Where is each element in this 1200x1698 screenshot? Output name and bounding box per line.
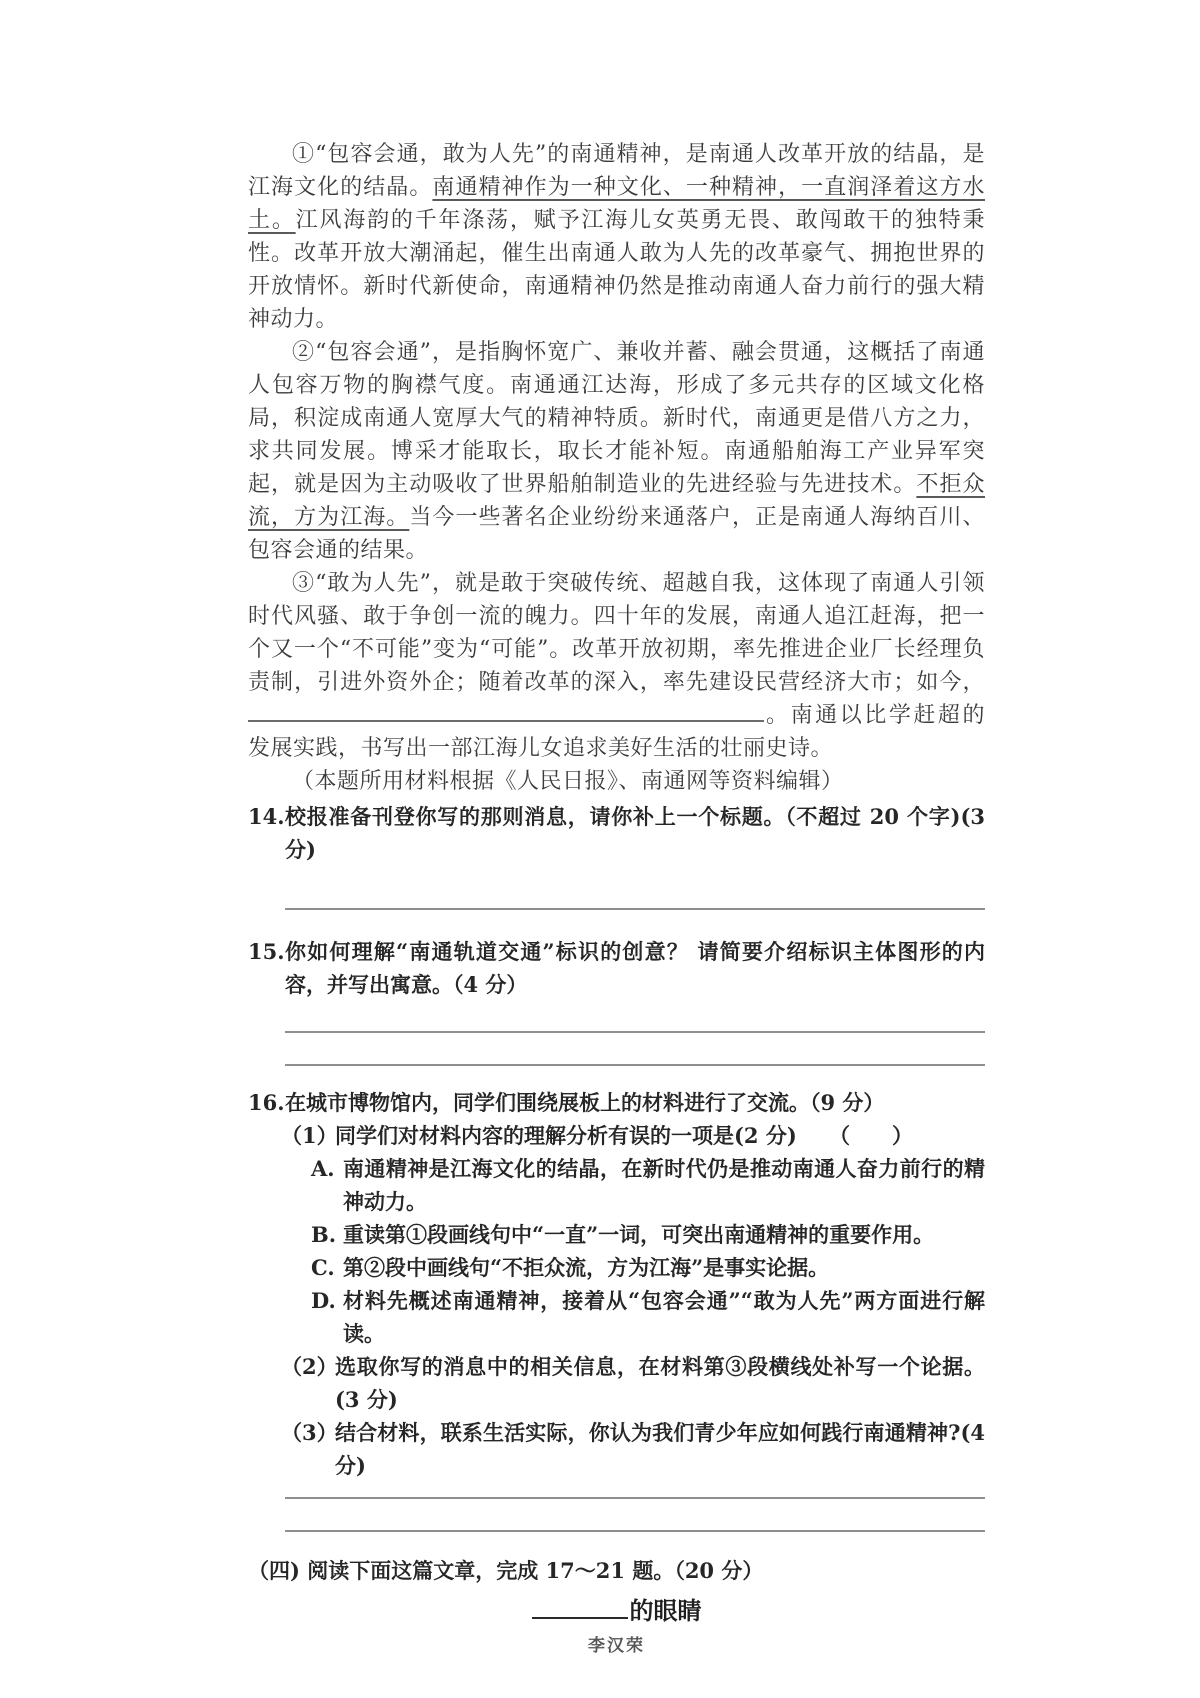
choice-answer-bracket: （ ） — [829, 1123, 913, 1148]
question-16-sub3-text: 结合材料，联系生活实际，你认为我们青少年应如何践行南通精神?(4 分) — [335, 1420, 985, 1478]
option-d — [248, 1284, 985, 1350]
question-14-text: 校报准备刊登你写的那则消息，请你补上一个标题。（不超过 20 个字)(3 分) — [285, 804, 985, 862]
spacer — [248, 910, 985, 935]
option-a — [248, 1152, 985, 1218]
paragraph-2-text-cont: 当今一些著名企业纷纷来通落户，正是南通人海纳百川、包容会通的结果。 — [248, 505, 985, 563]
question-16-sub3 — [248, 1416, 985, 1482]
answer-line-q15-1 — [285, 1031, 985, 1033]
option-b — [248, 1218, 985, 1251]
paragraph-1-text-cont: 江风海韵的千年涤荡，赋予江海儿女英勇无畏、敢闯敢干的独特秉性。改革开放大潮涌起，催生出南通人敢为人先的改革豪气、拥抱世界的开放情怀。新时代新使命，南通精神仍然是推动南通人奋力前行的强大精神动力。 — [248, 208, 985, 332]
option-a-text: 南通精神是江海文化的结晶，在新时代仍是推动南通人奋力前行的精神动力。 — [343, 1156, 985, 1214]
option-d-label: D. — [311, 1288, 336, 1313]
article-title-text: 的眼睛 — [629, 1596, 702, 1625]
question-16-sub3-number: （3） — [281, 1420, 338, 1445]
option-d-text: 材料先概述南通精神，接着从“包容会通”“敢为人先”两方面进行解读。 — [343, 1288, 985, 1346]
option-b-text: 重读第①段画线句中“一直”一词，可突出南通精神的重要作用。 — [343, 1222, 935, 1247]
paragraph-1-underlined-sentence: 南通精神作为一种文化、一种精神，一直润泽着这方水土。 — [248, 175, 985, 233]
question-16-sub1 — [248, 1119, 985, 1152]
fill-in-blank-line-2 — [344, 700, 764, 722]
question-section — [248, 800, 985, 1661]
title-blank-line — [532, 1597, 628, 1619]
section-four-heading: （四) 阅读下面这篇文章，完成 17～21 题。（20 分） — [248, 1558, 764, 1583]
question-16-sub1-number: （1） — [281, 1123, 338, 1148]
option-c-text: 第②段中画线句“不拒众流，方为江海”是事实论据。 — [343, 1255, 830, 1280]
question-14-number: 14. — [248, 804, 285, 829]
answer-line-q16-1 — [285, 1497, 985, 1499]
paragraph-2-text: ②“包容会通”，是指胸怀宽广、兼收并蓄、融会贯通，这概括了南通人包容万物的胸襟气度。南通通江达海，形成了多元共存的区域文化格局，积淀成南通人宽厚大气的精神特质。新时代，南通更是借八方之力，求共同发展。博采才能取长，取长才能补短。南通船舶海工产业异军突起，就是因为主动吸收了世界船舶制造业的先进经验与先进技术。 — [248, 340, 985, 497]
option-a-label: A. — [311, 1156, 335, 1181]
question-16-text: 在城市博物馆内，同学们围绕展板上的材料进行了交流。（9 分） — [285, 1090, 885, 1115]
question-16 — [248, 1086, 985, 1119]
option-c — [248, 1251, 985, 1284]
question-15 — [248, 935, 985, 1001]
source-note: （本题所用材料根据《人民日报》、南通网等资料编辑） — [292, 769, 844, 794]
question-16-sub2-number: （2） — [281, 1354, 338, 1379]
question-14 — [248, 800, 985, 866]
reading-material — [248, 138, 985, 798]
question-15-number: 15. — [248, 939, 285, 964]
option-b-label: B. — [311, 1222, 337, 1247]
spacer — [248, 1532, 985, 1554]
paragraph-3-text: ③“敢为人先”，就是敢于突破传统、超越自我，这体现了南通人引领时代风骚、敢于争创一流的魄力。四十年的发展，南通人追江赶海，把一个又一个“不可能”变为“可能”。改革开放初期，率先推进企业厂长经理负责制，引进外资外企；随着改革的深入，率先建设民营经济大市；如今， — [248, 571, 985, 695]
paragraph-2-underlined-sentence: 不拒众流，方为江海。 — [248, 472, 985, 530]
question-16-sub2-text: 选取你写的消息中的相关信息，在材料第③段横线处补写一个论据。(3 分) — [335, 1354, 985, 1412]
exam-page — [248, 0, 985, 1661]
question-16-sub2 — [248, 1350, 985, 1416]
question-16-number: 16. — [248, 1090, 285, 1115]
article-title — [248, 1593, 985, 1629]
question-16-sub1-text: 同学们对材料内容的理解分析有误的一项是(2 分) — [335, 1123, 797, 1148]
material-paragraph-1 — [248, 138, 985, 336]
paragraph-1-text: ①“包容会通，敢为人先”的南通精神，是南通人改革开放的结晶，是江海文化的结晶。 — [248, 142, 985, 200]
material-paragraph-3 — [248, 567, 985, 765]
material-paragraph-2 — [248, 336, 985, 567]
fill-in-blank-line-1 — [248, 700, 344, 722]
article-author: 李汉荣 — [588, 1636, 645, 1656]
question-15-text: 你如何理解“南通轨道交通”标识的创意？ 请简要介绍标识主体图形的内容，并写出寓意。（4 分） — [285, 939, 985, 997]
option-c-label: C. — [311, 1255, 335, 1280]
paragraph-3-text-cont: 。南通以比学赶超的发展实践，书写出一部江海儿女追求美好生活的壮丽史诗。 — [248, 703, 985, 761]
spacer — [248, 1066, 985, 1086]
